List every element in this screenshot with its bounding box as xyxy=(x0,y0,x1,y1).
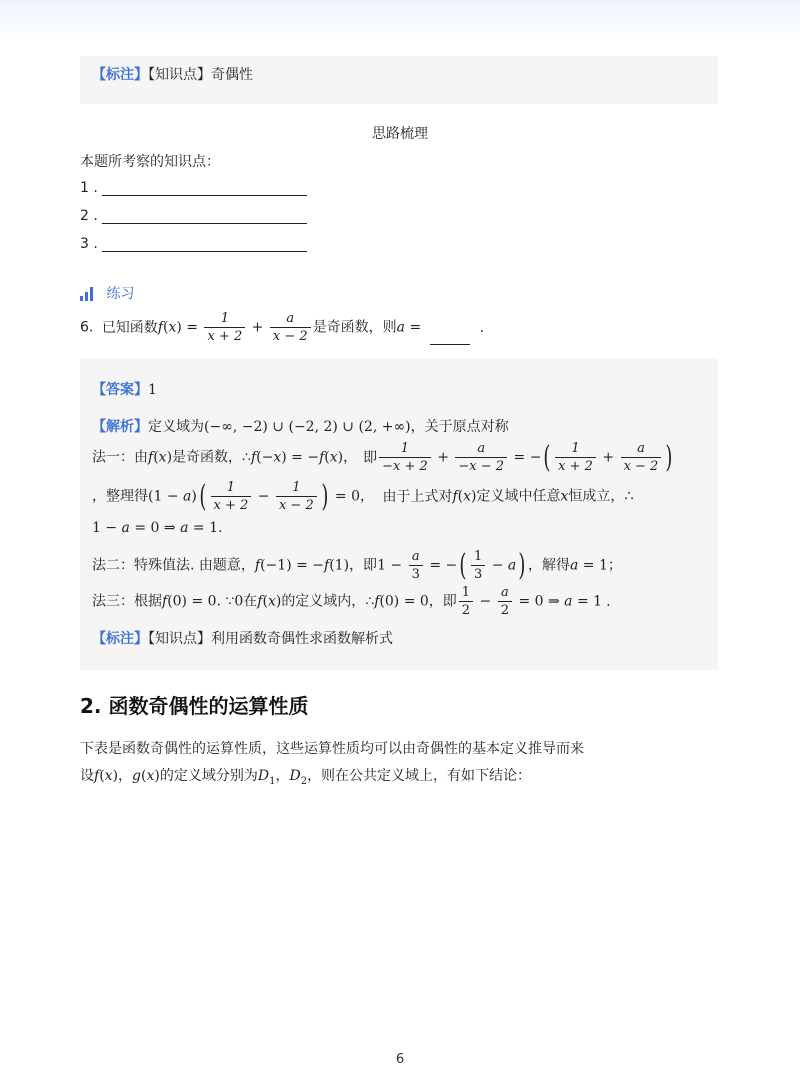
knowledge-item-3: 3 . xyxy=(80,236,307,252)
analysis-domain: 【解析】定义域为(−∞, −2) ∪ (−2, 2) ∪ (2, +∞)，关于原点对称 xyxy=(92,419,509,435)
section-heading: 2. 函数奇偶性的运算性质 xyxy=(80,694,309,718)
thinking-intro: 本题所考察的知识点： xyxy=(80,154,220,170)
knowledge-item-2: 2 . xyxy=(80,208,307,224)
answer-value: 1 xyxy=(148,382,157,398)
method-3: 法三：根据f(0) = 0. ∵0在f(x)的定义域内，∴f(0) = 0，即 $\frac{1}{2}$ − $\frac{a}{2}$ = 0 ⇒ a = 1 . xyxy=(92,585,611,618)
note-box-top xyxy=(80,56,718,104)
method-1-line-2: ，整理得(1 − a)( $\frac{1}{x + 2}$ − $\frac{1}{x - 2}$ ) = 0， 由于上式对f(x)定义域中任意x恒成立，∴ xyxy=(92,479,634,514)
answer-line: 【答案】1 xyxy=(92,382,157,398)
top-band xyxy=(0,0,800,42)
note-tag: 【标注】 xyxy=(92,67,148,83)
practice-label: 练习 xyxy=(80,283,134,303)
answer-box xyxy=(80,358,718,670)
page-number: 6 xyxy=(395,1052,405,1067)
knowledge-item-1: 1 . xyxy=(80,180,307,196)
question-6: 6. 已知函数f(x) = $\frac{1}{x + 2}$ + $\frac{a}{x - 2}$ 是奇函数，则a = . xyxy=(80,311,485,344)
answer-blank-2[interactable] xyxy=(102,209,307,224)
thinking-title: 思路梳理 xyxy=(372,126,428,142)
answer-blank-1[interactable] xyxy=(102,181,307,196)
method-2: 法二：特殊值法. 由题意，f(−1) = −f(1)，即1 − $\frac{a}{3}$ = −( $\frac{1}{3}$ − a) ，解得a = 1； xyxy=(92,548,622,583)
answer-note: 【标注】【知识点】利用函数奇偶性求函数解析式 xyxy=(92,631,393,647)
question-answer-blank[interactable] xyxy=(430,332,470,345)
answer-blank-3[interactable] xyxy=(102,237,307,252)
section-paragraph-1: 下表是函数奇偶性的运算性质，这些运算性质均可以由奇偶性的基本定义推导而来 xyxy=(80,741,584,757)
signal-bars-icon xyxy=(80,287,96,301)
method-1-line-1: 法一：由f(x)是奇函数，∴f(−x) = −f(x)， 即 $\frac{1}{-x + 2}$ + $\frac{a}{-x - 2}$ = −( $\frac{1}{x + 2}$ + $\frac{a}{x - 2}$ ) xyxy=(92,440,673,475)
note-text: 【知识点】奇偶性 xyxy=(148,67,253,83)
method-1-conclusion: 1 − a = 0 ⇒ a = 1. xyxy=(92,520,223,536)
section-paragraph-2: 设f(x)，g(x)的定义域分别为$D_1$，$D_2$，则在公共定义域上，有如下结论： xyxy=(80,768,532,787)
